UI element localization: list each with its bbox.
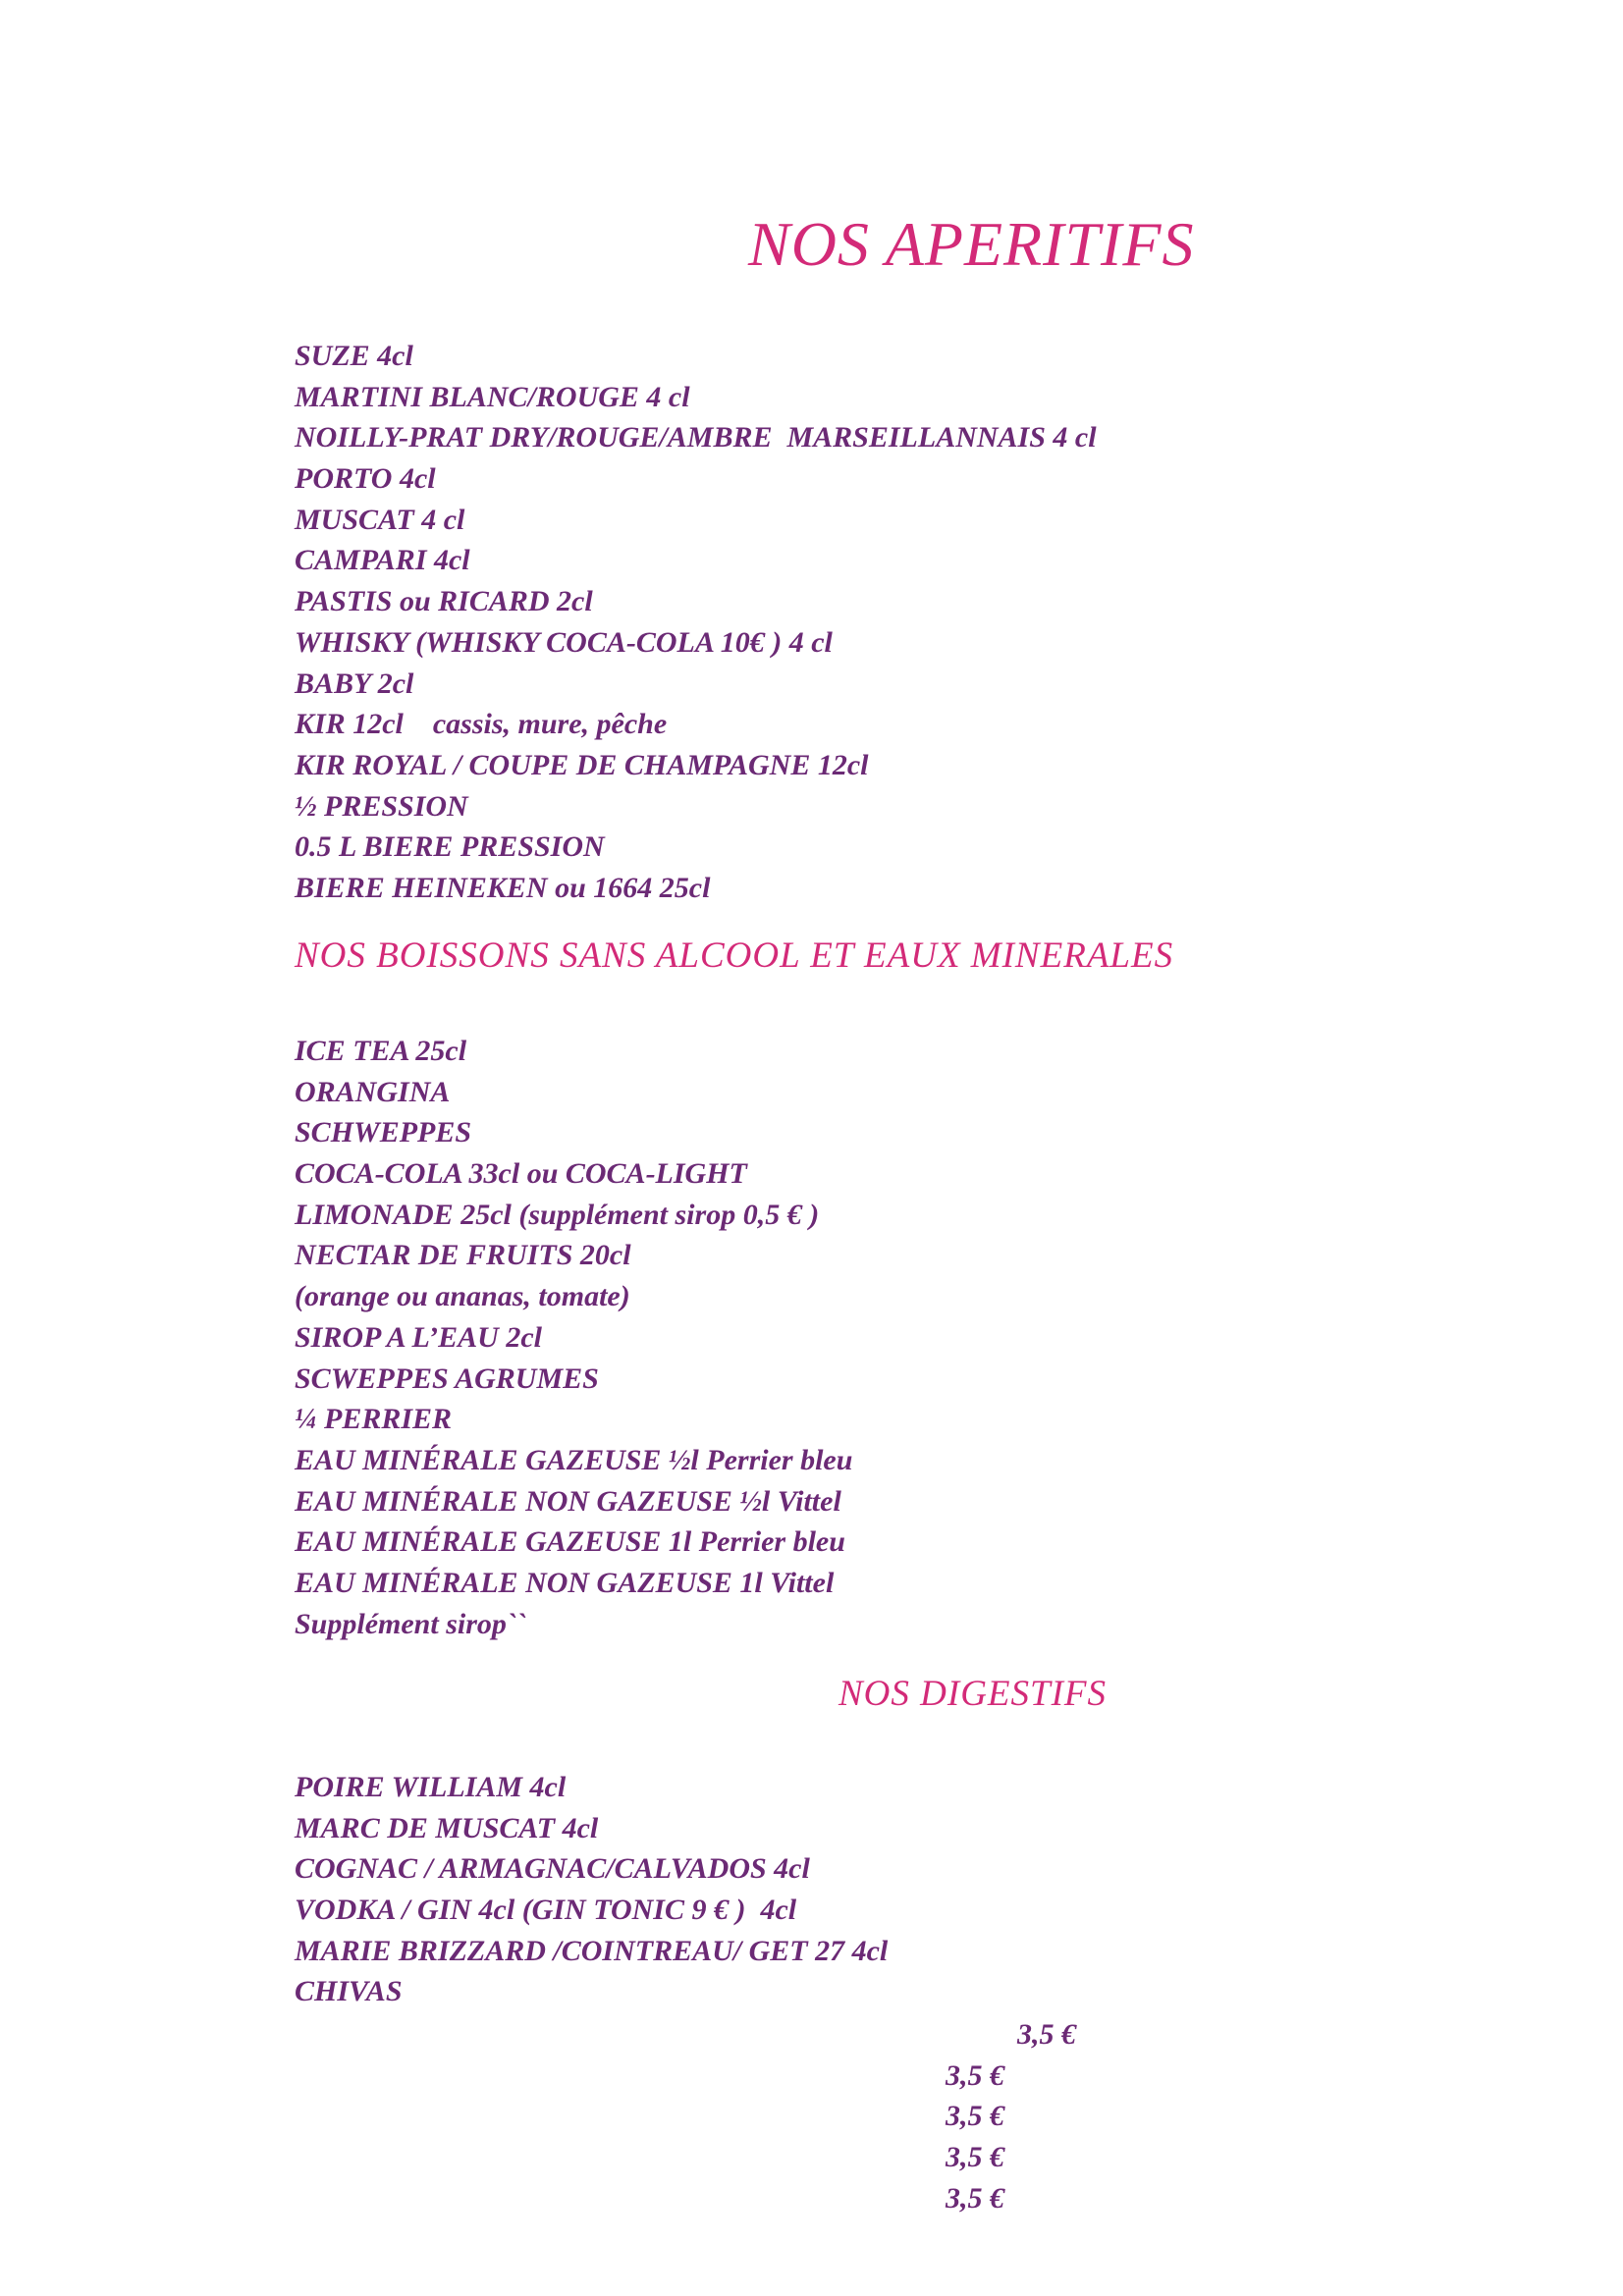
list-item: ¼ PERRIER xyxy=(295,1403,453,1436)
list-item: PASTIS ou RICARD 2cl xyxy=(295,585,593,618)
list-item: CHIVAS xyxy=(295,1975,403,2008)
sans-alcool-heading: NOS BOISSONS SANS ALCOOL ET EAUX MINERALES xyxy=(295,935,1174,976)
aperitifs-heading: NOS APERITIFS xyxy=(748,209,1195,279)
list-item: NOILLY-PRAT DRY/ROUGE/AMBRE MARSEILLANNAIS 4 cl xyxy=(295,421,1097,454)
list-item: SCWEPPES AGRUMES xyxy=(295,1362,599,1395)
list-item: PORTO 4cl xyxy=(295,462,436,496)
price-row xyxy=(0,2014,1623,2056)
price-row xyxy=(0,2056,1623,2097)
list-item: SIROP A L’EAU 2cl xyxy=(295,1320,542,1354)
sans-alcool-list xyxy=(295,1031,852,1644)
list-item: MARIE BRIZZARD /COINTREAU/ GET 27 4cl xyxy=(295,1934,889,1967)
list-item: NECTAR DE FRUITS 20cl xyxy=(295,1239,631,1272)
price-row xyxy=(0,2137,1623,2178)
list-item: VODKA / GIN 4cl (GIN TONIC 9 € ) 4cl xyxy=(295,1894,797,1927)
list-item: LIMONADE 25cl (supplément sirop 0,5 € ) xyxy=(295,1198,820,1231)
price: 3,5 € xyxy=(946,2181,1004,2215)
list-item: SUZE 4cl xyxy=(295,340,413,372)
list-item: BABY 2cl xyxy=(295,667,414,700)
list-item: KIR 12cl cassis, mure, pêche xyxy=(295,708,668,741)
list-item: (orange ou ananas, tomate) xyxy=(295,1280,630,1313)
list-item: 0.5 L BIERE PRESSION xyxy=(295,830,605,864)
list-item: ICE TEA 25cl xyxy=(295,1035,467,1067)
list-item: ½ PRESSION xyxy=(295,789,468,823)
list-item: KIR ROYAL / COUPE DE CHAMPAGNE 12cl xyxy=(295,748,869,781)
price: 3,5 € xyxy=(946,2141,1004,2174)
price-row xyxy=(0,2096,1623,2137)
price-row xyxy=(0,2178,1623,2219)
list-item: EAU MINÉRALE NON GAZEUSE 1l Vittel xyxy=(295,1566,835,1599)
price: 3,5 € xyxy=(946,2100,1004,2133)
list-item: BIERE HEINEKEN ou 1664 25cl xyxy=(295,871,711,904)
price: 3,5 € xyxy=(1017,2018,1076,2051)
list-item: CAMPARI 4cl xyxy=(295,544,470,577)
list-item: COCA-COLA 33cl ou COCA-LIGHT xyxy=(295,1157,747,1191)
list-item: SCHWEPPES xyxy=(295,1116,472,1149)
digestifs-heading: NOS DIGESTIFS xyxy=(839,1674,1108,1714)
list-item: ORANGINA xyxy=(295,1075,451,1108)
list-item: MUSCAT 4 cl xyxy=(295,503,465,536)
list-item: MARC DE MUSCAT 4cl xyxy=(295,1811,599,1844)
price-list xyxy=(0,2014,1623,2218)
list-item: WHISKY (WHISKY COCA-COLA 10€ ) 4 cl xyxy=(295,625,833,659)
digestifs-list xyxy=(295,1767,888,2012)
list-item: Supplément sirop`` xyxy=(295,1607,526,1640)
aperitifs-list xyxy=(295,336,1097,909)
list-item: COGNAC / ARMAGNAC/CALVADOS 4cl xyxy=(295,1852,810,1886)
price: 3,5 € xyxy=(946,2058,1004,2092)
list-item: EAU MINÉRALE GAZEUSE 1l Perrier bleu xyxy=(295,1525,845,1559)
list-item: EAU MINÉRALE GAZEUSE ½l Perrier bleu xyxy=(295,1443,853,1476)
list-item: MARTINI BLANC/ROUGE 4 cl xyxy=(295,380,690,413)
list-item: EAU MINÉRALE NON GAZEUSE ½l Vittel xyxy=(295,1484,841,1518)
list-item: POIRE WILLIAM 4cl xyxy=(295,1771,567,1803)
